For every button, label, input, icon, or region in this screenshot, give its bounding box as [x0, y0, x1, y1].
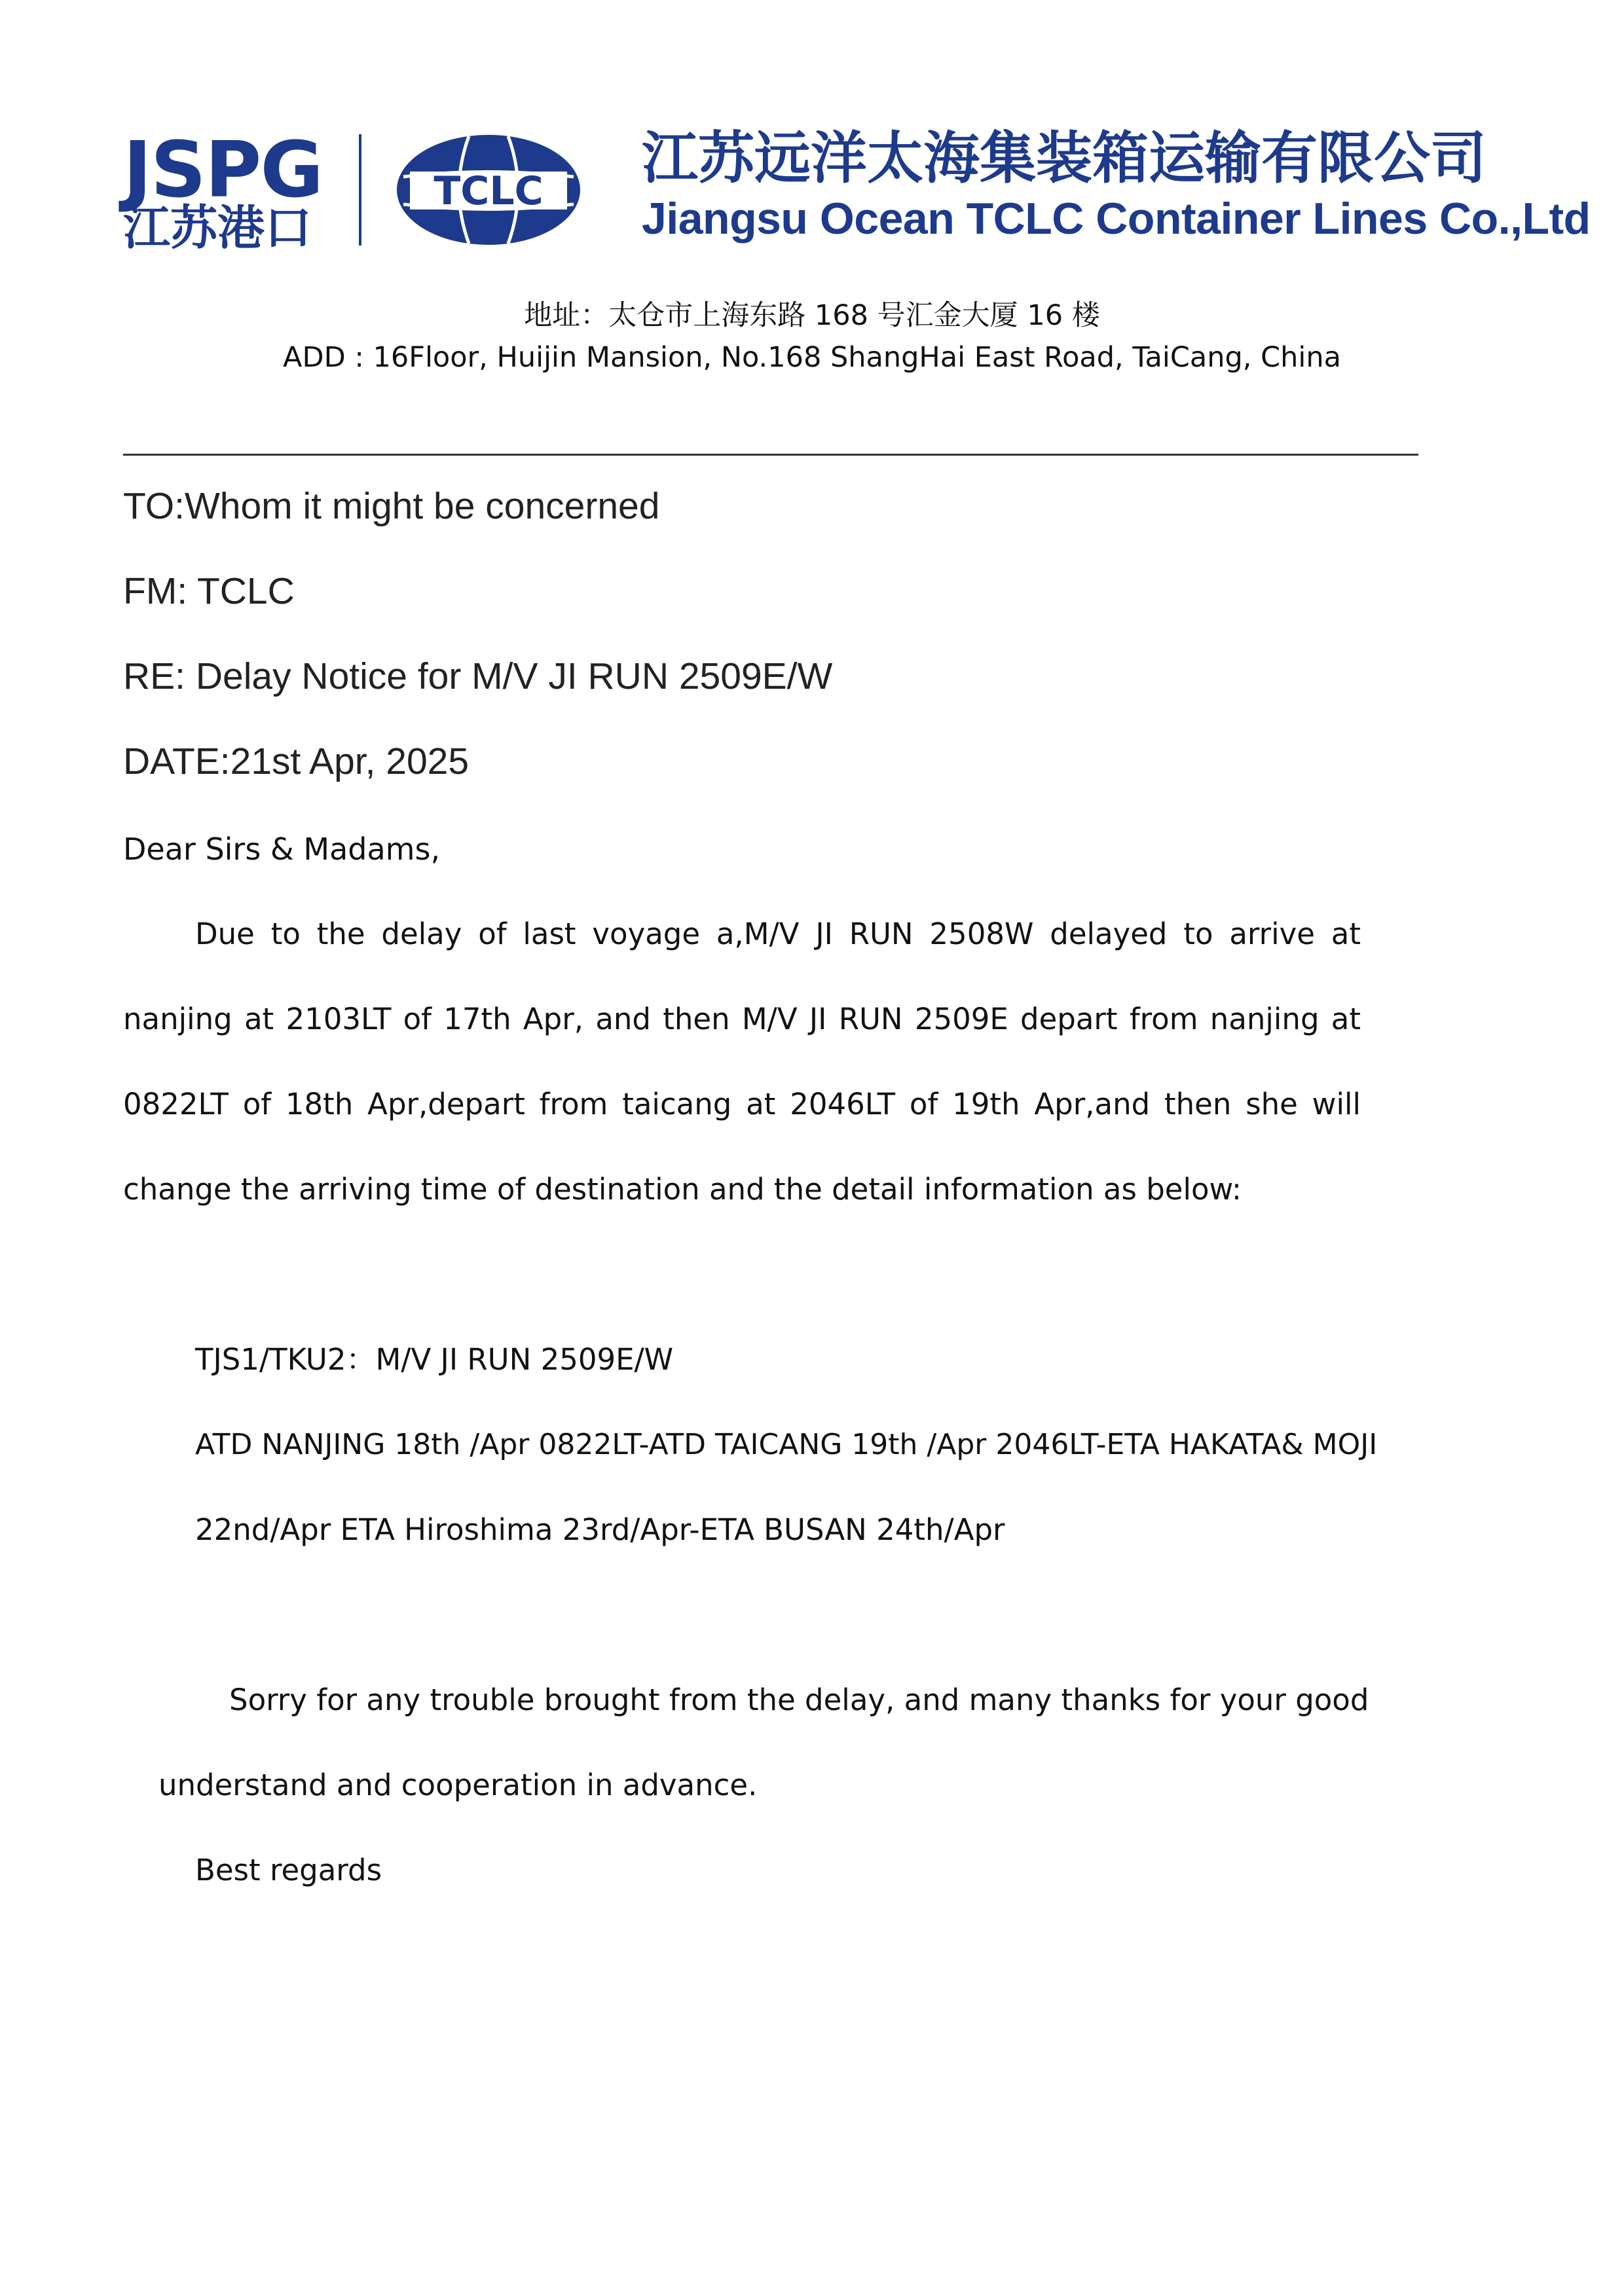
tclc-logo-text: TCLC — [434, 168, 544, 214]
jspg-logo-chinese: 江苏港口 — [123, 200, 312, 255]
paragraph-line: nanjing at 2103LT of 17th Apr, and then M/V JI RUN 2509E depart from nanjing at — [123, 1002, 1361, 1036]
schedule-line: ATD NANJING 18th /Apr 0822LT-ATD TAICANG 19th /Apr 2046LT-ETA HAKATA& MOJI — [195, 1428, 1378, 1461]
address-chinese: 地址：太仓市上海东路 168 号汇金大厦 16 楼 — [524, 299, 1100, 332]
header-divider — [123, 454, 1418, 456]
jspg-logo — [123, 124, 339, 255]
salutation: Dear Sirs & Madams, — [123, 831, 441, 867]
closing-line: understand and cooperation in advance. — [158, 1768, 758, 1802]
memo-subject: RE: Delay Notice for M/V JI RUN 2509E/W — [123, 655, 833, 697]
paragraph-line: change the arriving time of destination and the detail information as below: — [123, 1172, 1242, 1207]
schedule-line: 22nd/Apr ETA Hiroshima 23rd/Apr-ETA BUSAN 24th/Apr — [195, 1512, 1005, 1547]
memo-date: DATE:21st Apr, 2025 — [123, 740, 470, 782]
address-english: ADD : 16Floor, Huijin Mansion, No.168 ShangHai East Road, TaiCang, China — [283, 341, 1341, 374]
memo-from: FM: TCLC — [123, 570, 295, 612]
logo-divider — [359, 134, 361, 246]
paragraph-line: 0822LT of 18th Apr,depart from taicang at 2046LT of 19th Apr,and then she will — [123, 1087, 1361, 1121]
paragraph-line: Due to the delay of last voyage a,M/V JI RUN 2508W delayed to arrive at — [195, 917, 1361, 951]
memo-to: TO:Whom it might be concerned — [123, 485, 660, 527]
company-name-chinese: 江苏远洋太海集装箱运输有限公司 — [642, 126, 1486, 191]
company-name-english: Jiangsu Ocean TCLC Container Lines Co.,Ltd — [642, 194, 1591, 244]
tclc-logo — [390, 131, 587, 249]
sign-off: Best regards — [195, 1853, 382, 1887]
closing-line: Sorry for any trouble brought from the delay, and many thanks for your good — [229, 1683, 1369, 1717]
schedule-line: TJS1/TKU2：M/V JI RUN 2509E/W — [195, 1342, 674, 1377]
tclc-globe-icon — [390, 131, 587, 249]
jspg-logo-wordmark: JSPG — [123, 124, 323, 215]
